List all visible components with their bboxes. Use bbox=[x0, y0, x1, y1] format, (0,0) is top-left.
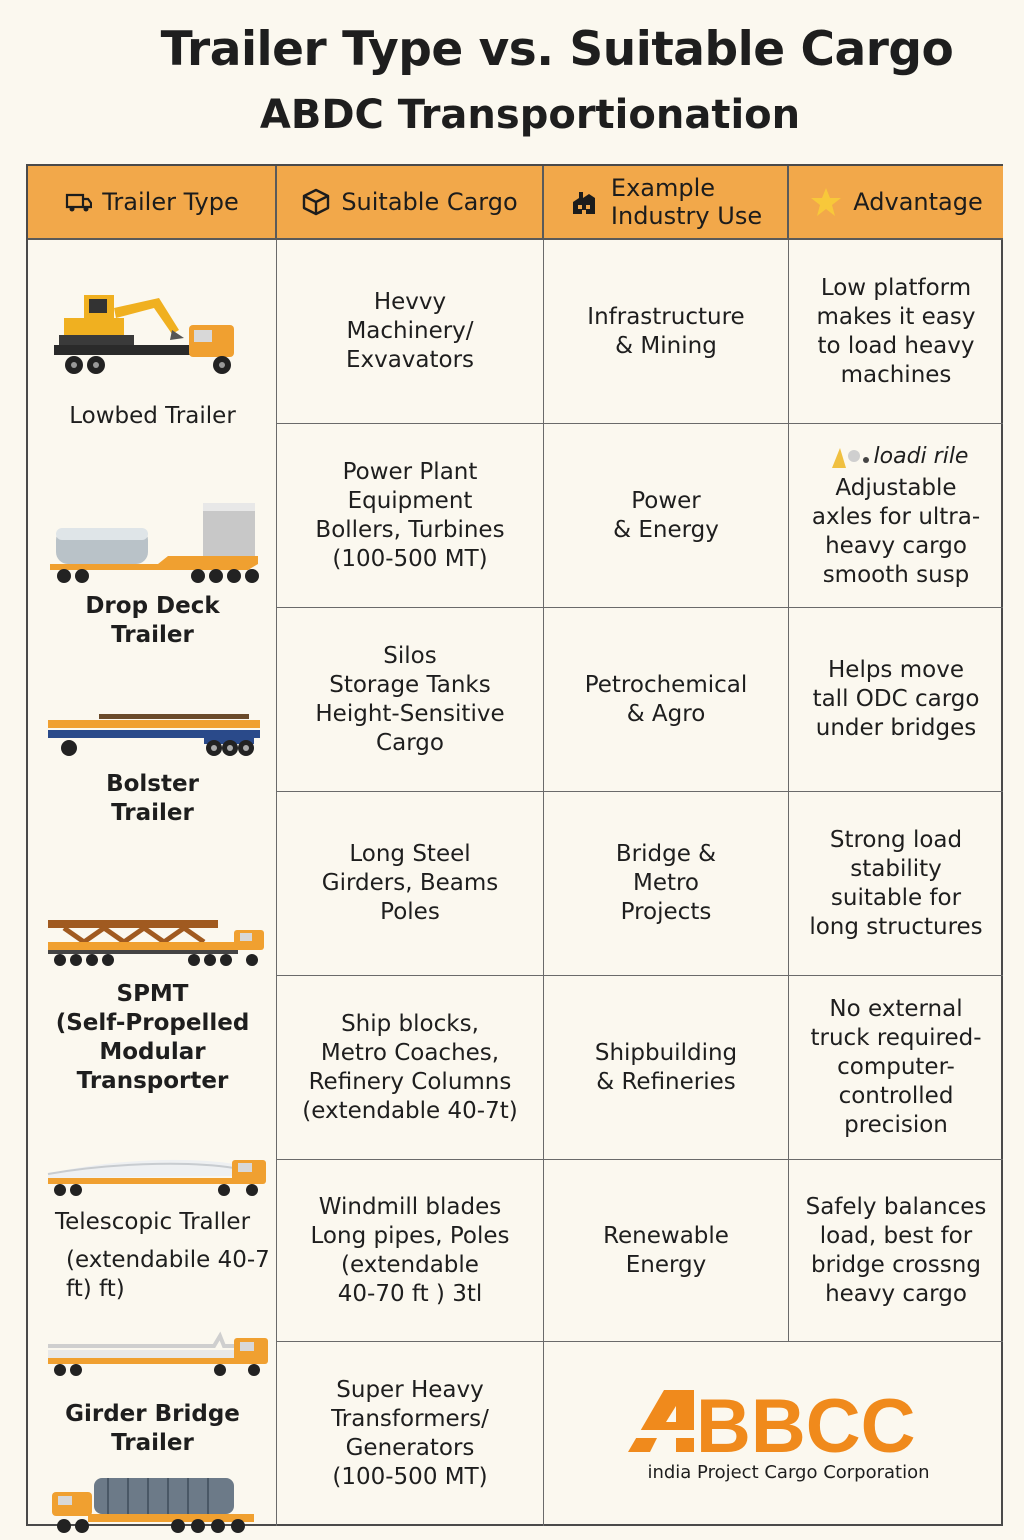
heavy-transformer-trailer-icon bbox=[48, 1470, 258, 1540]
trailer-name: SPMT (Self-Propelled Modular Transporter bbox=[55, 981, 250, 1094]
trailer-name: Drop Deck Trailer bbox=[85, 593, 220, 648]
logo-tagline: india Project Cargo Corporation bbox=[647, 1461, 930, 1483]
advantage-text: Adjustable axles for ultra- heavy cargo smooth susp bbox=[811, 474, 981, 588]
box-icon bbox=[301, 187, 331, 217]
industry-cell: Power & Energy bbox=[544, 424, 789, 608]
star-icon bbox=[809, 186, 843, 218]
advantage-cell: Helps move tall ODC cargo under bridges bbox=[789, 608, 1003, 792]
cargo-cell: Hevvy Machinery/ Exvavators bbox=[277, 240, 544, 424]
header-label: Trailer Type bbox=[102, 188, 239, 216]
trailer-girder-bridge bbox=[28, 1310, 277, 1526]
trailer-note: (extendabile 40-7 ft) ft) bbox=[66, 1247, 270, 1302]
factory-icon bbox=[569, 186, 601, 218]
abbcc-logo-mark bbox=[624, 1386, 924, 1458]
logo-letters: BBCC bbox=[695, 1385, 916, 1458]
trailer-bolster bbox=[28, 646, 277, 826]
page-subtitle: ABDC Transportionation bbox=[259, 92, 801, 138]
page-title: Trailer Type vs. Suitable Cargo bbox=[160, 22, 954, 77]
advantage-cell: Low platform makes it easy to load heavy machines bbox=[789, 240, 1003, 424]
trailer-column bbox=[28, 240, 277, 1526]
drop-deck-trailer-icon bbox=[48, 498, 263, 588]
spmt-trailer-icon bbox=[44, 912, 269, 974]
header-label: Suitable Cargo bbox=[341, 188, 518, 216]
comparison-table bbox=[26, 164, 1003, 1526]
trailer-name: Girder Bridge Trailer bbox=[65, 1401, 240, 1456]
load-ride-icon bbox=[824, 442, 874, 472]
advantage-label: loadi rile bbox=[873, 444, 969, 469]
trailer-name: Telescopic Traller bbox=[54, 1209, 251, 1235]
trailer-name: Bolster Trailer bbox=[106, 771, 199, 826]
advantage-cell: Strong load stability suitable for long structures bbox=[789, 792, 1003, 976]
cargo-cell: Ship blocks, Metro Coaches, Refinery Columns (extendable 40-7t) bbox=[277, 976, 544, 1160]
company-logo bbox=[544, 1342, 1003, 1526]
bolster-trailer-icon bbox=[44, 712, 266, 760]
advantage-cell: No external truck required- computer- controlled precision bbox=[789, 976, 1003, 1160]
industry-cell: Petrochemical & Agro bbox=[544, 608, 789, 792]
cargo-cell: Silos Storage Tanks Height-Sensitive Cargo bbox=[277, 608, 544, 792]
trailer-spmt bbox=[28, 826, 277, 1094]
industry-cell: Infrastructure & Mining bbox=[544, 240, 789, 424]
girder-bridge-trailer-icon bbox=[44, 1328, 274, 1382]
cargo-cell: Super Heavy Transformers/ Generators (100-500 MT) bbox=[277, 1342, 544, 1526]
trailer-drop-deck bbox=[28, 426, 277, 646]
industry-cell: Shipbuilding & Refineries bbox=[544, 976, 789, 1160]
lowbed-trailer-icon bbox=[44, 290, 254, 385]
advantage-cell bbox=[789, 424, 1003, 608]
header-advantage bbox=[789, 166, 1003, 240]
trailer-name: Lowbed Trailer bbox=[69, 403, 236, 429]
header-label: Advantage bbox=[853, 188, 983, 216]
header-suitable-cargo bbox=[277, 166, 544, 240]
trailer-icon bbox=[64, 189, 92, 215]
industry-cell: Bridge & Metro Projects bbox=[544, 792, 789, 976]
telescopic-trailer-icon bbox=[44, 1146, 272, 1200]
header-trailer-type bbox=[28, 166, 277, 240]
cargo-cell: Long Steel Girders, Beams Poles bbox=[277, 792, 544, 976]
cargo-cell: Power Plant Equipment Bollers, Turbines (100-500 MT) bbox=[277, 424, 544, 608]
trailer-telescopic bbox=[28, 1036, 277, 1302]
header-industry-use bbox=[544, 166, 789, 240]
cargo-cell: Windmill blades Long pipes, Poles (extendable 40-70 ft ) 3tl bbox=[277, 1160, 544, 1342]
trailer-lowbed bbox=[28, 240, 277, 429]
advantage-cell: Safely balances load, best for bridge crossng heavy cargo bbox=[789, 1160, 1003, 1342]
industry-cell: Renewable Energy bbox=[544, 1160, 789, 1342]
header-label: Example Industry Use bbox=[610, 174, 763, 230]
